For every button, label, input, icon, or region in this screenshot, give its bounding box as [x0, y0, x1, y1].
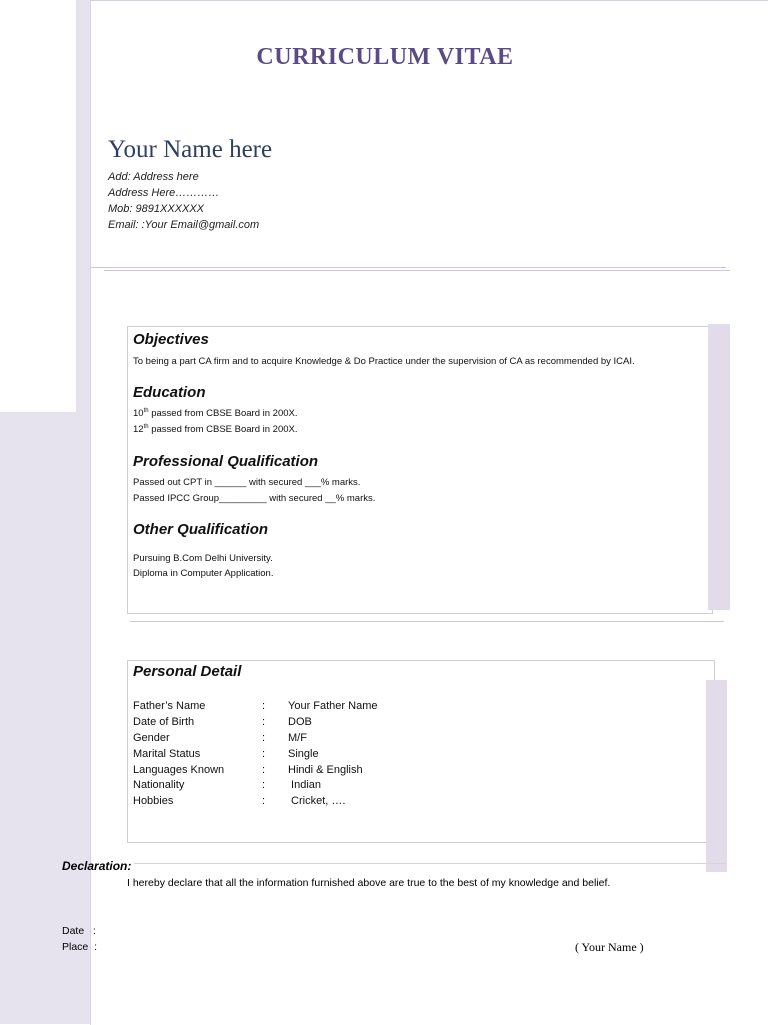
personal-detail-value: Hindi & English [288, 764, 363, 776]
education-item-text: passed from CBSE Board in 200X. [148, 408, 298, 420]
personal-detail-label: Date of Birth [133, 716, 195, 728]
professional-item: Passed IPCC Group_________ with secured __% marks. [133, 493, 376, 504]
personal-detail-separator: : [262, 748, 266, 760]
personal-detail-box [127, 660, 715, 843]
section-divider [130, 621, 724, 622]
personal-detail-value: Cricket, …. [288, 795, 346, 807]
personal-detail-label: Father’s Name [133, 700, 206, 712]
education-item-sup: th [143, 408, 149, 414]
contact-email: Email: :Your Email@gmail.com [108, 219, 260, 231]
applicant-name: Your Name here [108, 136, 273, 163]
professional-item: Passed out CPT in ______ with secured ___% marks. [133, 477, 361, 488]
personal-detail-label: Gender [133, 732, 170, 744]
education-item [133, 424, 298, 435]
personal-detail-separator: : [262, 764, 266, 776]
personal-detail-label: Languages Known [133, 764, 225, 776]
declaration-heading: Declaration: [62, 859, 132, 873]
personal-detail-separator: : [262, 716, 266, 728]
personal-detail-value: M/F [288, 732, 307, 744]
personal-detail-separator: : [262, 795, 266, 807]
other-qualification-item: Diploma in Computer Application. [133, 568, 274, 579]
personal-detail-label: Nationality [133, 779, 185, 791]
personal-detail-heading: Personal Detail [133, 663, 242, 680]
header-divider [90, 267, 726, 268]
education-item-text: passed from CBSE Board in 200X. [148, 424, 298, 436]
document-title: CURRICULUM VITAE [256, 44, 514, 70]
signature-name: ( Your Name ) [575, 940, 644, 954]
education-heading: Education [133, 384, 206, 401]
personal-detail-value: DOB [288, 716, 312, 728]
personal-detail-box-shade [706, 680, 727, 872]
education-item-sup: th [143, 424, 149, 430]
contact-address-line-1: Add: Address here [108, 171, 199, 183]
contact-mobile: Mob: 9891XXXXXX [108, 203, 205, 215]
education-item [133, 408, 298, 419]
education-item-num: 10 [133, 408, 144, 420]
personal-detail-separator: : [262, 732, 266, 744]
qualifications-box-shade [708, 324, 730, 610]
other-qualification-heading: Other Qualification [133, 521, 269, 538]
contact-address-line-2: Address Here………… [108, 187, 220, 199]
objectives-heading: Objectives [133, 331, 209, 348]
place-label: Place : [62, 941, 98, 953]
declaration-text: I hereby declare that all the information furnished above are true to the best of my knowledge and belief. [127, 877, 611, 889]
personal-detail-value: Single [288, 748, 319, 760]
professional-heading: Professional Qualification [133, 453, 319, 470]
other-qualification-item: Pursuing B.Com Delhi University. [133, 553, 273, 564]
date-label: Date : [62, 925, 96, 937]
personal-detail-value: Your Father Name [288, 700, 378, 712]
header-divider-2 [104, 270, 730, 271]
education-item-num: 12 [133, 424, 144, 436]
personal-detail-value: Indian [288, 779, 322, 791]
personal-detail-label: Hobbies [133, 795, 174, 807]
left-top-band [76, 0, 90, 412]
objectives-text: To being a part CA firm and to acquire Knowledge & Do Practice under the supervision of CA as recommended by ICAI. [133, 356, 635, 367]
personal-detail-separator: : [262, 779, 266, 791]
declaration-divider [134, 863, 726, 864]
personal-detail-label: Marital Status [133, 748, 201, 760]
personal-detail-separator: : [262, 700, 266, 712]
